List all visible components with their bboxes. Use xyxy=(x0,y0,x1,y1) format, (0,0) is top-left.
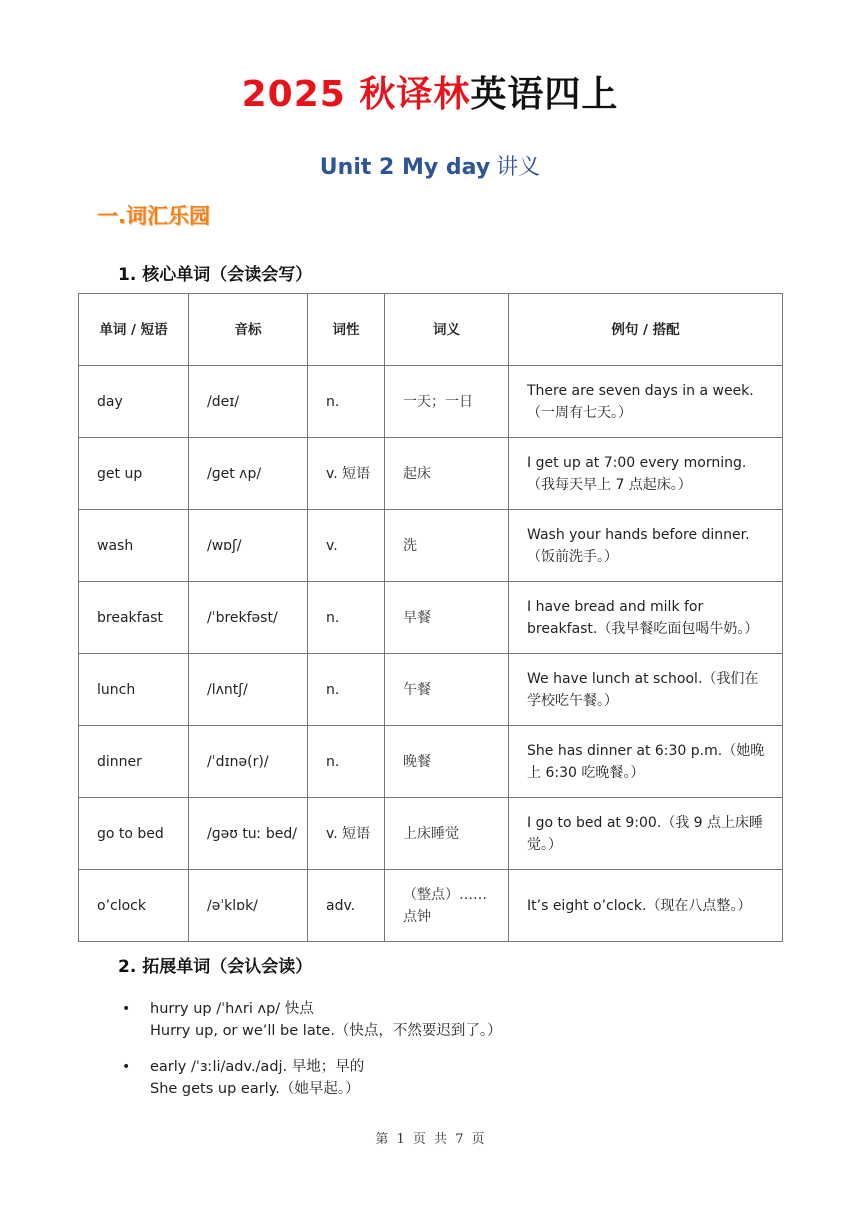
section-title: 一.词汇乐园 xyxy=(97,204,210,228)
cell-ipa: /ɡəʊ tuː bed/ xyxy=(189,798,308,870)
header-pos: 词性 xyxy=(308,294,385,366)
cell-word: go to bed xyxy=(79,798,189,870)
cell-meaning: 起床 xyxy=(385,438,509,510)
extended-words-heading: 2. 拓展单词（会认会读） xyxy=(118,957,313,977)
cell-pos: v. 短语 xyxy=(308,798,385,870)
cell-word: dinner xyxy=(79,726,189,798)
header-example: 例句 / 搭配 xyxy=(509,294,783,366)
subtitle-cn: 讲义 xyxy=(496,155,541,180)
title-red-part: 秋译林 xyxy=(359,74,471,115)
list-item xyxy=(120,998,800,1042)
table-row xyxy=(79,510,783,582)
cell-pos: n. xyxy=(308,726,385,798)
cell-meaning: 一天；一日 xyxy=(385,366,509,438)
cell-example: I go to bed at 9:00.（我 9 点上床睡觉。） xyxy=(509,798,783,870)
title-black-part: 英语四上 xyxy=(470,74,619,115)
cell-pos: n. xyxy=(308,366,385,438)
cell-ipa: /lʌntʃ/ xyxy=(189,654,308,726)
table-row xyxy=(79,870,783,942)
document-title xyxy=(0,66,860,117)
page-footer: 第 1 页 共 7 页 xyxy=(375,1132,485,1147)
cell-example: It’s eight o’clock.（现在八点整。） xyxy=(509,870,783,942)
cell-word: breakfast xyxy=(79,582,189,654)
cell-pos: v. 短语 xyxy=(308,438,385,510)
cell-meaning: 早餐 xyxy=(385,582,509,654)
list-item xyxy=(120,1056,800,1100)
core-words-heading: 1. 核心单词（会读会写） xyxy=(118,265,313,285)
table-row xyxy=(79,582,783,654)
cell-meaning: 上床睡觉 xyxy=(385,798,509,870)
core-vocab-table xyxy=(78,293,783,942)
table-row xyxy=(79,726,783,798)
subtitle-main: Unit 2 My day xyxy=(319,155,491,180)
cell-pos: n. xyxy=(308,582,385,654)
cell-meaning: （整点）……点钟 xyxy=(385,870,509,942)
unit-subtitle xyxy=(0,150,860,181)
cell-pos: adv. xyxy=(308,870,385,942)
extended-word-line: early /ˈɜːli/adv./adj. 早地；早的 xyxy=(150,1059,365,1075)
cell-word: get up xyxy=(79,438,189,510)
cell-ipa: /ˈdɪnə(r)/ xyxy=(189,726,308,798)
cell-ipa: /əˈklɒk/ xyxy=(189,870,308,942)
extended-example-line: Hurry up, or we’ll be late.（快点，不然要迟到了。） xyxy=(150,1023,502,1039)
cell-word: lunch xyxy=(79,654,189,726)
table-row xyxy=(79,366,783,438)
cell-example: I have bread and milk for breakfast.（我早餐吃面包喝牛奶。） xyxy=(509,582,783,654)
cell-ipa: /ɡet ʌp/ xyxy=(189,438,308,510)
header-word: 单词 / 短语 xyxy=(79,294,189,366)
cell-example: She has dinner at 6:30 p.m.（她晚上 6:30 吃晚餐。） xyxy=(509,726,783,798)
cell-word: day xyxy=(79,366,189,438)
bullet-icon: • xyxy=(122,1059,131,1075)
header-meaning: 词义 xyxy=(385,294,509,366)
cell-example: There are seven days in a week.（一周有七天。） xyxy=(509,366,783,438)
cell-ipa: /wɒʃ/ xyxy=(189,510,308,582)
cell-meaning: 洗 xyxy=(385,510,509,582)
bullet-icon: • xyxy=(122,1001,131,1017)
cell-example: We have lunch at school.（我们在学校吃午餐。） xyxy=(509,654,783,726)
cell-ipa: /ˈbrekfəst/ xyxy=(189,582,308,654)
table-row xyxy=(79,654,783,726)
title-year: 2025 xyxy=(241,74,346,115)
extended-words-list xyxy=(120,998,800,1114)
cell-example: Wash your hands before dinner.（饭前洗手。） xyxy=(509,510,783,582)
cell-meaning: 午餐 xyxy=(385,654,509,726)
cell-ipa: /deɪ/ xyxy=(189,366,308,438)
cell-pos: v. xyxy=(308,510,385,582)
cell-pos: n. xyxy=(308,654,385,726)
header-ipa: 音标 xyxy=(189,294,308,366)
table-row xyxy=(79,438,783,510)
extended-word-line: hurry up /ˈhʌri ʌp/ 快点 xyxy=(150,1001,314,1017)
cell-word: wash xyxy=(79,510,189,582)
cell-meaning: 晚餐 xyxy=(385,726,509,798)
cell-word: o’clock xyxy=(79,870,189,942)
extended-example-line: She gets up early.（她早起。） xyxy=(150,1081,360,1097)
table-row xyxy=(79,798,783,870)
table-header-row xyxy=(79,294,783,366)
cell-example: I get up at 7:00 every morning.（我每天早上 7 点起床。） xyxy=(509,438,783,510)
